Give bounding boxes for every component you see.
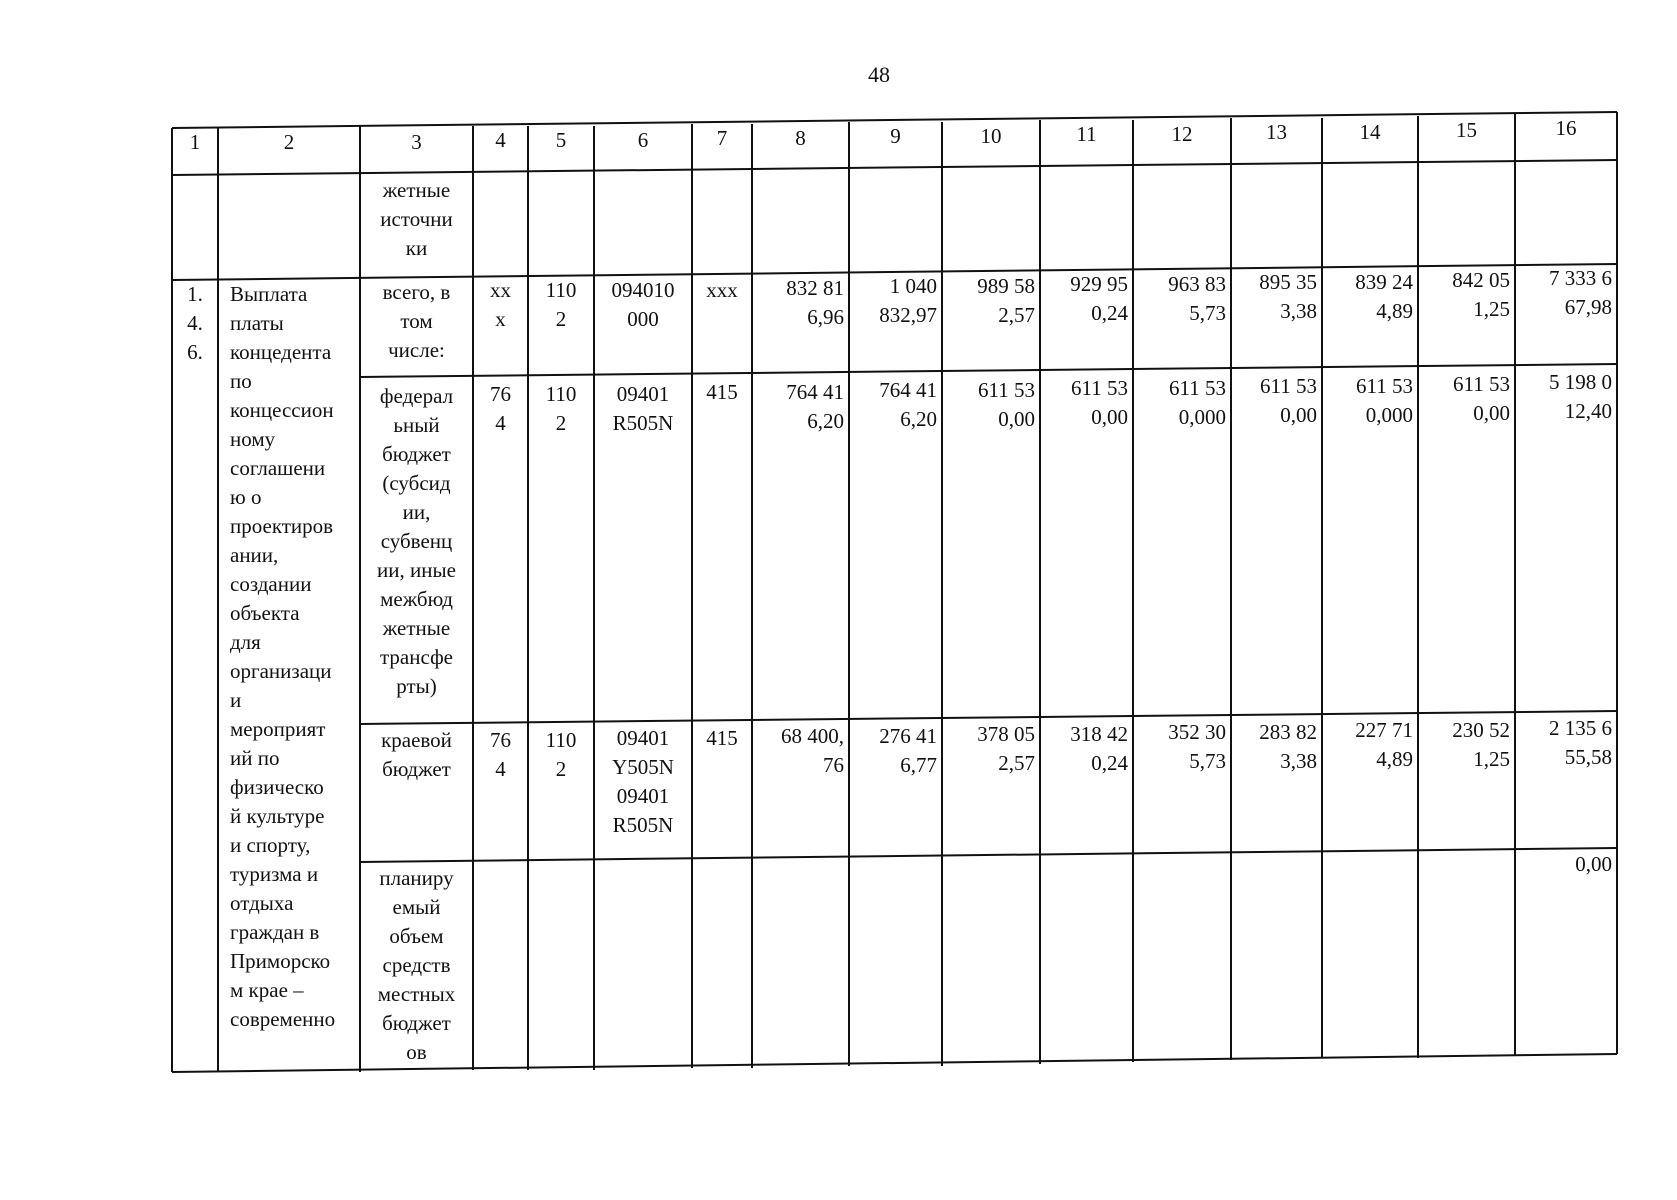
- row-federal-v8: 764 41 6,20: [786, 380, 844, 433]
- header-cell-1: 1: [189, 130, 201, 154]
- header-cell-11: 11: [1076, 122, 1097, 146]
- row-regional-v16: 2 135 6 55,58: [1549, 716, 1612, 769]
- header-cell-3: 3: [411, 130, 422, 154]
- row-total-c4: хх х: [490, 278, 511, 331]
- row-total-v14: 839 24 4,89: [1355, 270, 1413, 323]
- header-cell-6: 6: [637, 128, 649, 152]
- header-cell-5: 5: [555, 128, 567, 152]
- row-regional-v9: 276 41 6,77: [879, 724, 937, 777]
- header-cell-14: 14: [1359, 120, 1381, 144]
- row-total-v10: 989 58 2,57: [977, 274, 1035, 327]
- row-federal-v14: 611 53 0,000: [1356, 374, 1413, 427]
- row-regional-v15: 230 52 1,25: [1452, 718, 1510, 771]
- row-federal-v9: 764 41 6,20: [879, 378, 937, 431]
- row-total-v15: 842 05 1,25: [1452, 268, 1510, 321]
- row-total-v9: 1 040 832,97: [879, 274, 937, 327]
- item-name: Выплата платы концедента по концессион ному соглашени ю о проектиров ании, создании объекта для организаци и мероприят ий по физическо й культуре и спорту, туризма и отдыха граждан в Приморско м крае – современно: [230, 282, 336, 1031]
- row-federal-c4: 76 4: [490, 382, 511, 435]
- row-regional-v13: 283 82 3,38: [1259, 720, 1317, 773]
- row-regional-v14: 227 71 4,89: [1355, 718, 1413, 771]
- header-cell-8: 8: [795, 126, 806, 150]
- header-cell-4: 4: [495, 128, 506, 152]
- row-total-v16: 7 333 6 67,98: [1549, 266, 1612, 319]
- row-regional-v11: 318 42 0,24: [1070, 722, 1128, 775]
- row-federal-v15: 611 53 0,00: [1453, 372, 1510, 425]
- row-total-v11: 929 95 0,24: [1070, 272, 1128, 325]
- row-regional-v8: 68 400, 76: [781, 724, 844, 777]
- row-federal-c6: 09401 R505N: [612, 382, 674, 435]
- row-regional-c5: 110 2: [545, 728, 577, 781]
- row-total-c7: ххх: [706, 278, 738, 302]
- row-local-v16: 0,00: [1575, 852, 1612, 876]
- header-cell-7: 7: [716, 126, 728, 150]
- item-number: 1. 4. 6.: [187, 282, 203, 364]
- row-total-v12: 963 83 5,73: [1168, 272, 1226, 325]
- row-federal-c7: 415: [706, 380, 738, 404]
- header-cell-2: 2: [283, 130, 295, 154]
- row-federal-v12: 611 53 0,000: [1169, 376, 1226, 429]
- row-federal-v10: 611 53 0,00: [978, 378, 1035, 431]
- row-total-v13: 895 35 3,38: [1259, 270, 1317, 323]
- row-regional-c7: 415: [706, 726, 738, 750]
- row-total-c6: 094010 000: [611, 278, 675, 331]
- row-federal-v11: 611 53 0,00: [1071, 376, 1128, 429]
- header-cell-10: 10: [980, 124, 1002, 148]
- row-federal-v16: 5 198 0 12,40: [1549, 370, 1612, 423]
- row-local-source: планиру емый объем средств местных бюджет ов: [377, 866, 456, 1064]
- header-cell-16: 16: [1555, 116, 1577, 140]
- row-federal-v13: 611 53 0,00: [1260, 374, 1317, 427]
- header-cell-12: 12: [1171, 122, 1193, 146]
- header-cell-13: 13: [1266, 120, 1287, 144]
- row-regional-v10: 378 05 2,57: [977, 722, 1035, 775]
- row-regional-v12: 352 30 5,73: [1168, 720, 1226, 773]
- page-number: 48: [868, 62, 890, 87]
- row-regional-c4: 76 4: [490, 728, 511, 781]
- carry-row-source: жетные источни ки: [380, 178, 453, 260]
- header-cell-9: 9: [890, 124, 901, 148]
- row-total-v8: 832 81 6,96: [786, 276, 844, 329]
- row-federal-c5: 110 2: [545, 382, 577, 435]
- row-regional-c6: 09401 Y505N 09401 R505N: [612, 726, 674, 837]
- row-federal-source: федерал ьный бюджет (субсид ии, субвенц ии, иные межбюд жетные трансфе рты): [377, 384, 456, 698]
- header-cell-15: 15: [1456, 118, 1477, 142]
- row-regional-source: краевой бюджет: [381, 728, 452, 781]
- row-total-c5: 110 2: [545, 278, 577, 331]
- row-total-source: всего, в том числе:: [382, 280, 451, 362]
